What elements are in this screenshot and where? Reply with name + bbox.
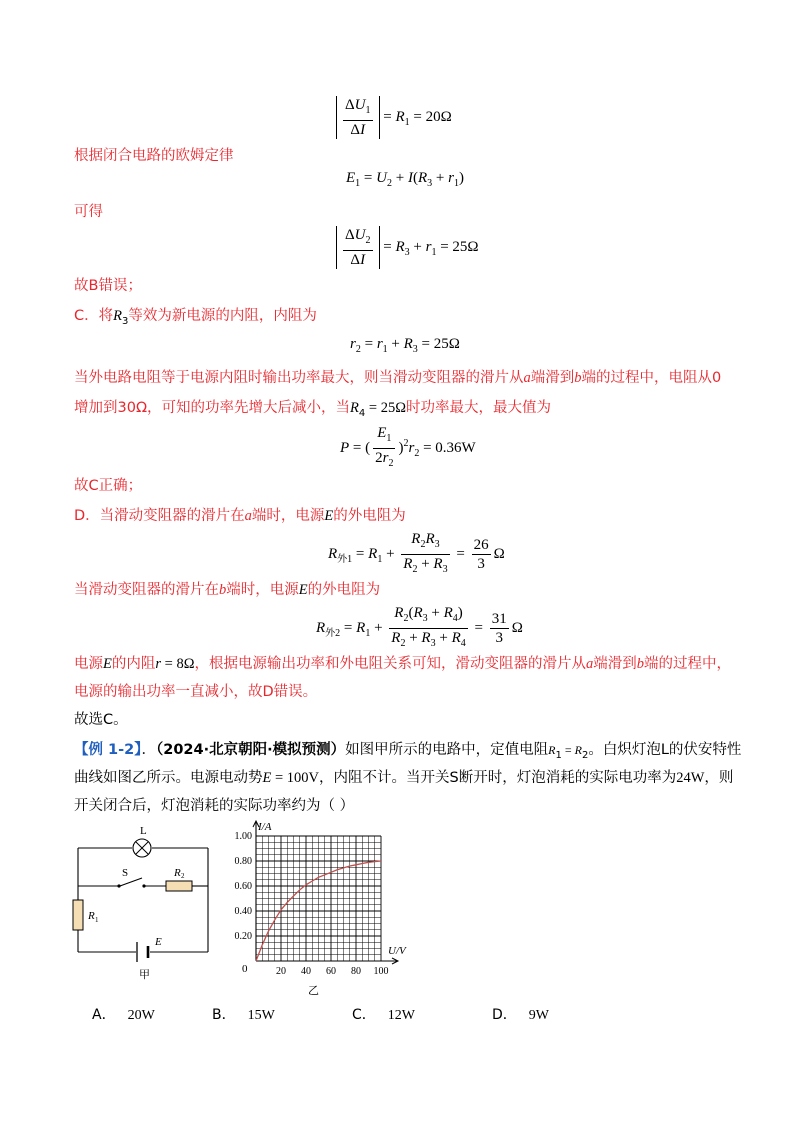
- text-seg: 的外电阻为: [333, 508, 406, 524]
- text-seg: 端时，电源: [226, 582, 299, 598]
- text-seg: 端时，电源: [251, 508, 325, 524]
- r2-sub: 2: [181, 872, 185, 880]
- text-line-10: 电源E的内阻r = 8Ω，根据电源输出功率和外电阻关系可知，滑动变阻器的滑片从a端滑到b端的过程中，: [74, 656, 731, 672]
- option-value: 9W: [528, 1008, 549, 1023]
- text-line-5: 当外电路电阻等于电源内阻时输出功率最大，则当滑动变阻器的滑片从a端滑到b端的过程中，电阻从0: [74, 370, 722, 386]
- chart-grid: [253, 821, 398, 964]
- option-c[interactable]: [352, 1004, 415, 1024]
- iu-chart: [228, 818, 418, 998]
- text-line-12: 故选C。: [74, 712, 128, 728]
- x-tick-label: 100: [373, 966, 389, 977]
- y-tick-label: 1.00: [234, 831, 252, 842]
- text-line-3: 故B错误；: [74, 278, 142, 294]
- chart-caption: 乙: [308, 985, 319, 997]
- text-seg: ．: [141, 742, 156, 758]
- example-bracket-close: 】: [134, 742, 142, 758]
- text-seg: 的外电阻为: [307, 582, 381, 598]
- equation-5: P = ( $\frac{E_1}{2r_2}$ )$^2r_2 = 0.36W$: [340, 425, 476, 469]
- chart-xlabel: U/V: [388, 945, 406, 957]
- text-seg: ，根据电源输出功率和外电阻关系可知，滑动变阻器的滑片从: [194, 656, 586, 672]
- text-seg: 当滑动变阻器的滑片在: [74, 582, 219, 598]
- text-line-6: 增加到30Ω，可知的功率先增大后减小，当$R_4 = 25\Omega$时功率最大，最大值为: [74, 400, 551, 419]
- option-value: 20W: [127, 1008, 155, 1023]
- example-line-2: 曲线如图乙所示。电源电动势E = 100V，内阻不计。当开关S断开时，灯泡消耗的实际电功率为24W，则: [74, 770, 734, 786]
- equation-7: $R_{外2} = R_1$ + $\frac{R_2(R_3 + R_4)}{R_2 + R_3 + R_4}$ = $\frac{31}{3}$ Ω: [316, 605, 523, 649]
- text-line-7: 故C正确；: [74, 478, 143, 494]
- equation-3: $\frac{\Delta U_2}{\Delta I}$ = $R_3 + r_1 = 25\Omega$: [336, 226, 479, 269]
- text-line-4: C．将$R_3$等效为新电源的内阻，内阻为: [74, 308, 317, 327]
- chart-ylabel: I/A: [258, 821, 272, 833]
- x-tick-label: 80: [351, 966, 361, 977]
- circuit-diagram: [70, 820, 220, 985]
- text-seg: 。白炽灯泡L的伏安特性: [588, 742, 742, 758]
- y-tick-label: 0.40: [234, 906, 252, 917]
- option-label: B．: [212, 1007, 236, 1023]
- text-seg: 时功率最大，最大值为: [405, 400, 551, 416]
- lamp-label: L: [140, 825, 147, 837]
- text-seg: 端滑到: [593, 656, 637, 672]
- text-line-1: 根据闭合电路的欧姆定律: [74, 148, 234, 164]
- text-seg: 曲线如图乙所示。电源电动势: [74, 770, 263, 786]
- r1-sub: 1: [95, 916, 99, 924]
- x-tick-label: 20: [276, 966, 286, 977]
- switch-label: S: [122, 867, 129, 879]
- option-d[interactable]: [492, 1004, 549, 1024]
- text-seg: 电源: [74, 656, 103, 672]
- text-seg: 如图甲所示的电路中，定值电阻: [345, 742, 549, 758]
- circuit-caption: 甲: [139, 969, 150, 981]
- example-bracket-open: 【: [74, 742, 89, 758]
- text-seg: 端滑到: [530, 370, 575, 386]
- text-seg: D．当滑动变阻器的滑片在: [74, 508, 245, 524]
- option-label: A．: [92, 1007, 116, 1023]
- example-line-3: 开关闭合后，灯泡消耗的实际功率约为（ ）: [74, 798, 355, 814]
- resistor-r2-icon: [166, 881, 192, 891]
- text-c-prefix: C．将: [74, 308, 114, 324]
- option-b[interactable]: [212, 1004, 275, 1024]
- option-value: 12W: [387, 1008, 415, 1023]
- text-c-suffix: 等效为新电源的内阻，内阻为: [128, 308, 317, 324]
- equation-1: $\frac{\Delta U_1}{\Delta I}$ = $R_1 = 20\Omega$: [336, 96, 452, 139]
- text-seg: 端的过程中，: [643, 656, 731, 672]
- resistor-r1-icon: [73, 900, 83, 930]
- x-tick-label: 40: [301, 966, 311, 977]
- equation-2: $E_1 = U_2 + I(R_3 + r_1)$: [346, 170, 464, 189]
- example-source: （2024·北京朝阳·模拟预测）: [156, 742, 346, 758]
- source-label: E: [155, 936, 162, 948]
- option-a[interactable]: [92, 1004, 155, 1024]
- y-tick-label: 0.60: [234, 881, 252, 892]
- equation-4: $r_2 = r_1 + R_3 = 25\Omega$: [350, 336, 460, 355]
- equation-6: $R_{外1} = R_1$ + $\frac{R_2R_3}{R_2 + R_3}$ = $\frac{26}{3}$ Ω: [328, 531, 505, 575]
- option-label: D．: [492, 1007, 517, 1023]
- option-value: 15W: [247, 1008, 275, 1023]
- text-line-11: 电源的输出功率一直减小，故D错误。: [74, 684, 318, 700]
- text-seg: ，则: [704, 770, 734, 786]
- y-tick-label: 0.20: [234, 931, 252, 942]
- y-tick-label: 0.80: [234, 856, 252, 867]
- r2-label: R: [174, 867, 181, 879]
- example-line-1: 【例 1-2】．（2024·北京朝阳·模拟预测）如图甲所示的电路中，定值电阻$R_1 = R_2$。白炽灯泡L的伏安特性: [74, 742, 742, 761]
- text-seg: ，内阻不计。当开关S断开时，灯泡消耗的实际电功率为: [319, 770, 677, 786]
- text-seg: 的内阻: [111, 656, 156, 672]
- x-tick-label: 60: [326, 966, 336, 977]
- chart-origin-label: 0: [242, 963, 248, 975]
- text-line-2: 可得: [74, 204, 103, 220]
- r1-label: R: [88, 910, 95, 922]
- text-line-8: D．当滑动变阻器的滑片在a端时，电源E的外电阻为: [74, 508, 406, 524]
- example-tag: 例 1-2: [88, 742, 135, 758]
- option-label: C．: [352, 1007, 376, 1023]
- text-seg: 当外电路电阻等于电源内阻时输出功率最大，则当滑动变阻器的滑片从: [74, 370, 524, 386]
- text-seg: 增加到30Ω，可知的功率先增大后减小，当: [74, 400, 351, 416]
- text-line-9: 当滑动变阻器的滑片在b端时，电源E的外电阻为: [74, 582, 381, 598]
- text-seg: 端的过程中，电阻从0: [581, 370, 722, 386]
